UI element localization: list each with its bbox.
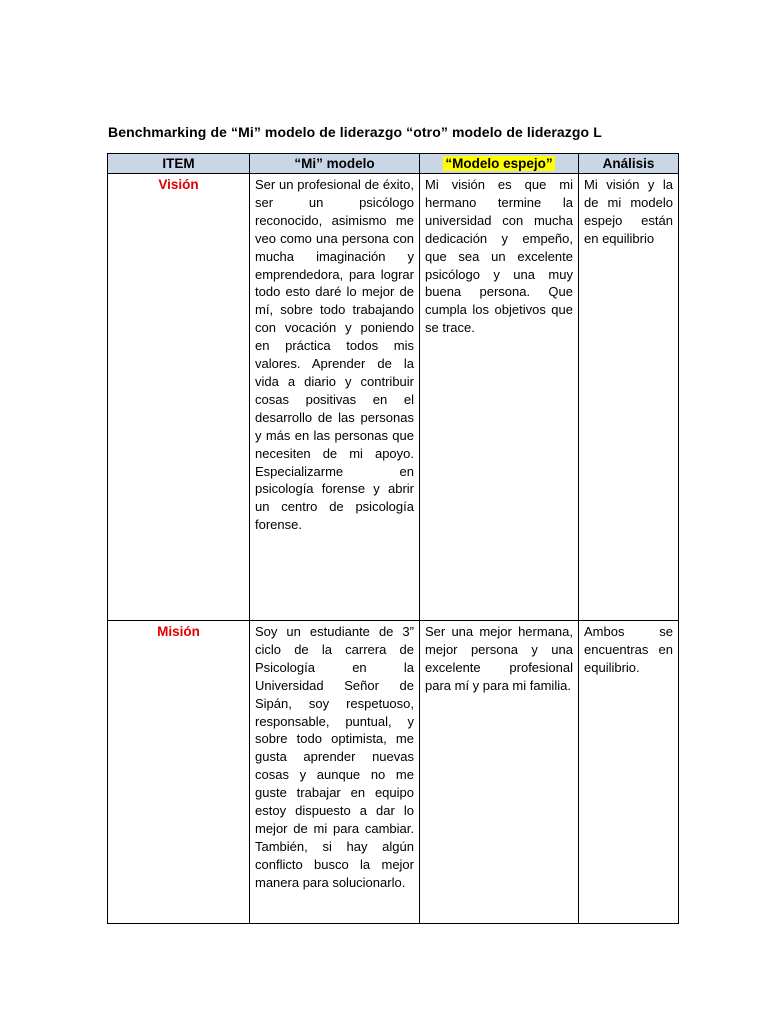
cell-vision-mi-modelo: Ser un profesional de éxito, ser un psicólogo reconocido, asimismo me veo como una persona con mucha imaginación y emprendedora, para lograr todo esto daré lo mejor de mí, sobre todo trabajando con vocación y poniendo en práctica todos mis valores. Aprender de la vida a diario y contribuir cosas positivas en el desarrollo de las personas y más en las personas que necesiten de mi apoyo. Especializarme en psicología forense y abrir un centro de psicología forense.: [250, 174, 420, 621]
header-mi-modelo: “Mi” modelo: [250, 154, 420, 174]
cell-vision-modelo-espejo: Mi visión es que mi hermano termine la universidad con mucha dedicación y empeño, que sea un excelente psicólogo y una muy buena persona. Que cumpla los objetivos que se trace.: [420, 174, 579, 621]
document-title: Benchmarking de “Mi” modelo de liderazgo “otro” modelo de liderazgo L: [108, 124, 602, 140]
cell-vision-analisis: Mi visión y la de mi modelo espejo están en equilibrio: [579, 174, 679, 621]
cell-mision-modelo-espejo: Ser una mejor hermana, mejor persona y una excelente profesional para mí y para mi familia.: [420, 621, 579, 924]
header-modelo-espejo-label: “Modelo espejo”: [445, 156, 553, 171]
cell-mision-analisis: Ambos se encuentras en equilibrio.: [579, 621, 679, 924]
header-analisis: Análisis: [579, 154, 679, 174]
header-item: ITEM: [108, 154, 250, 174]
cell-mision-mi-modelo: Soy un estudiante de 3” ciclo de la carrera de Psicología en la Universidad Señor de Sipán, soy respetuoso, responsable, puntual, y sobre todo optimista, me gusta aprender nuevas cosas y aunque no me guste trabajar en equipo estoy dispuesto a dar lo mejor de mi para cambiar. También, si hay algún conflicto busco la mejor manera para solucionarlo.: [250, 621, 420, 924]
header-modelo-espejo: [420, 154, 579, 174]
table-row-mision: [108, 621, 679, 924]
table-row-vision: [108, 174, 679, 621]
header-row: [108, 154, 679, 174]
benchmarking-table: [107, 153, 679, 924]
item-vision: Visión: [108, 174, 250, 621]
item-mision: Misión: [108, 621, 250, 924]
